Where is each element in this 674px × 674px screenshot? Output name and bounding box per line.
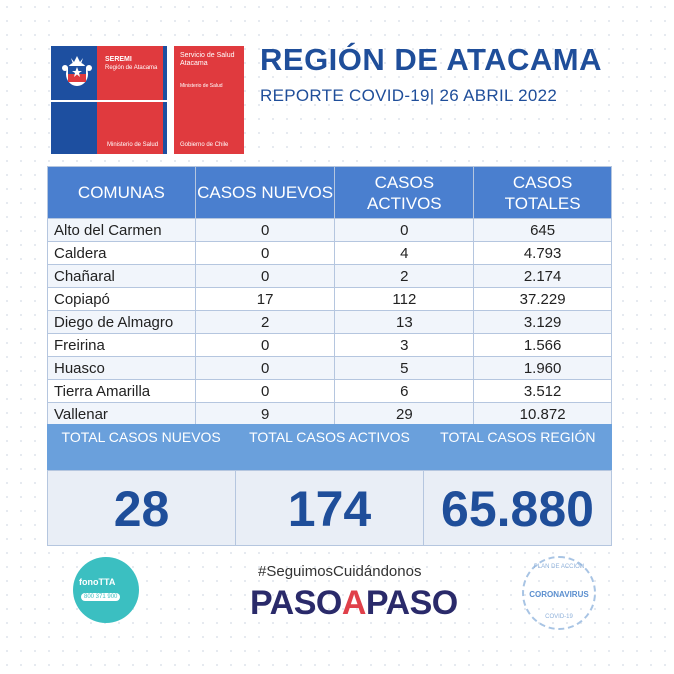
casos-totales: 2.174 <box>474 265 612 288</box>
totals-header <box>47 424 612 470</box>
casos-totales: 645 <box>474 219 612 242</box>
servicio-salud-logo <box>174 46 244 154</box>
casos-totales: 37.229 <box>474 288 612 311</box>
casos-totales: 1.566 <box>474 334 612 357</box>
total-activos-value: 174 <box>236 471 424 545</box>
casos-totales: 10.872 <box>474 403 612 426</box>
paso-a: A <box>341 584 366 622</box>
comuna-name: Alto del Carmen <box>48 219 196 242</box>
plan-main-text: CORONAVIRUS <box>529 590 589 599</box>
total-activos-label: TOTAL CASOS ACTIVOS <box>249 429 410 445</box>
table-row <box>48 311 612 334</box>
casos-activos: 13 <box>335 311 474 334</box>
casos-activos: 112 <box>335 288 474 311</box>
casos-activos: 0 <box>335 219 474 242</box>
header-comunas: COMUNAS <box>48 167 196 219</box>
page-subtitle: REPORTE COVID-19| 26 ABRIL 2022 <box>260 86 558 105</box>
hashtag-text: #SeguimosCuidándonos <box>258 563 422 580</box>
seremi-label: SEREMI <box>105 56 132 63</box>
comuna-name: Huasco <box>48 357 196 380</box>
comuna-name: Caldera <box>48 242 196 265</box>
header-casos-totales: CASOS TOTALES <box>474 167 612 219</box>
table-row <box>48 242 612 265</box>
casos-nuevos: 0 <box>195 265 335 288</box>
table-row <box>48 265 612 288</box>
table-row <box>48 334 612 357</box>
paso-word-1: PASO <box>250 584 342 622</box>
header-casos-activos: CASOS ACTIVOS <box>335 167 474 219</box>
seremi-region: Región de Atacama <box>105 65 158 71</box>
casos-nuevos: 0 <box>195 242 335 265</box>
casos-totales: 3.512 <box>474 380 612 403</box>
paso-word-2: PASO <box>365 584 458 622</box>
comuna-name: Vallenar <box>48 403 196 426</box>
total-nuevos-label: TOTAL CASOS NUEVOS <box>61 429 221 445</box>
paso-a-paso-logo <box>250 584 458 623</box>
casos-nuevos: 17 <box>195 288 335 311</box>
totals-values <box>47 470 612 546</box>
seremi-footer: Ministerio de Salud <box>107 142 159 148</box>
total-region-label: TOTAL CASOS REGIÓN <box>440 429 596 445</box>
total-nuevos-value: 28 <box>48 471 236 545</box>
table-row <box>48 357 612 380</box>
table-row <box>48 219 612 242</box>
comuna-name: Copiapó <box>48 288 196 311</box>
casos-nuevos: 0 <box>195 334 335 357</box>
header-casos-nuevos: CASOS NUEVOS <box>195 167 335 219</box>
table-row <box>48 403 612 426</box>
seremi-logo <box>51 46 167 154</box>
comuna-name: Diego de Almagro <box>48 311 196 334</box>
plan-coronavirus-logo <box>522 556 596 630</box>
casos-activos: 3 <box>335 334 474 357</box>
comuna-name: Freirina <box>48 334 196 357</box>
casos-totales: 4.793 <box>474 242 612 265</box>
comuna-name: Chañaral <box>48 265 196 288</box>
servicio-footer: Gobierno de Chile <box>180 142 229 148</box>
fono-tta-logo <box>73 557 139 623</box>
plan-top-text: PLAN DE ACCIÓN <box>533 564 585 570</box>
casos-nuevos: 0 <box>195 380 335 403</box>
fono-title: fonoTTA <box>79 577 116 587</box>
casos-nuevos: 0 <box>195 219 335 242</box>
table-row <box>48 380 612 403</box>
casos-activos: 6 <box>335 380 474 403</box>
totals-panel <box>47 424 612 546</box>
casos-totales: 1.960 <box>474 357 612 380</box>
casos-activos: 2 <box>335 265 474 288</box>
comuna-name: Tierra Amarilla <box>48 380 196 403</box>
servicio-ministry: Ministerio de Salud <box>180 83 223 89</box>
table-header-row <box>48 167 612 219</box>
total-region-value: 65.880 <box>441 481 594 537</box>
casos-activos: 4 <box>335 242 474 265</box>
casos-nuevos: 2 <box>195 311 335 334</box>
casos-totales: 3.129 <box>474 311 612 334</box>
cases-table <box>47 166 612 426</box>
casos-activos: 29 <box>335 403 474 426</box>
servicio-label: Servicio de Salud Atacama <box>180 52 235 67</box>
casos-nuevos: 9 <box>195 403 335 426</box>
chile-crest-icon <box>59 52 95 92</box>
casos-activos: 5 <box>335 357 474 380</box>
fono-number: 800 371 900 <box>81 593 120 601</box>
table-row <box>48 288 612 311</box>
page-title: REGIÓN DE ATACAMA <box>260 42 603 77</box>
plan-bottom-text: COVID-19 <box>545 614 573 620</box>
casos-nuevos: 0 <box>195 357 335 380</box>
